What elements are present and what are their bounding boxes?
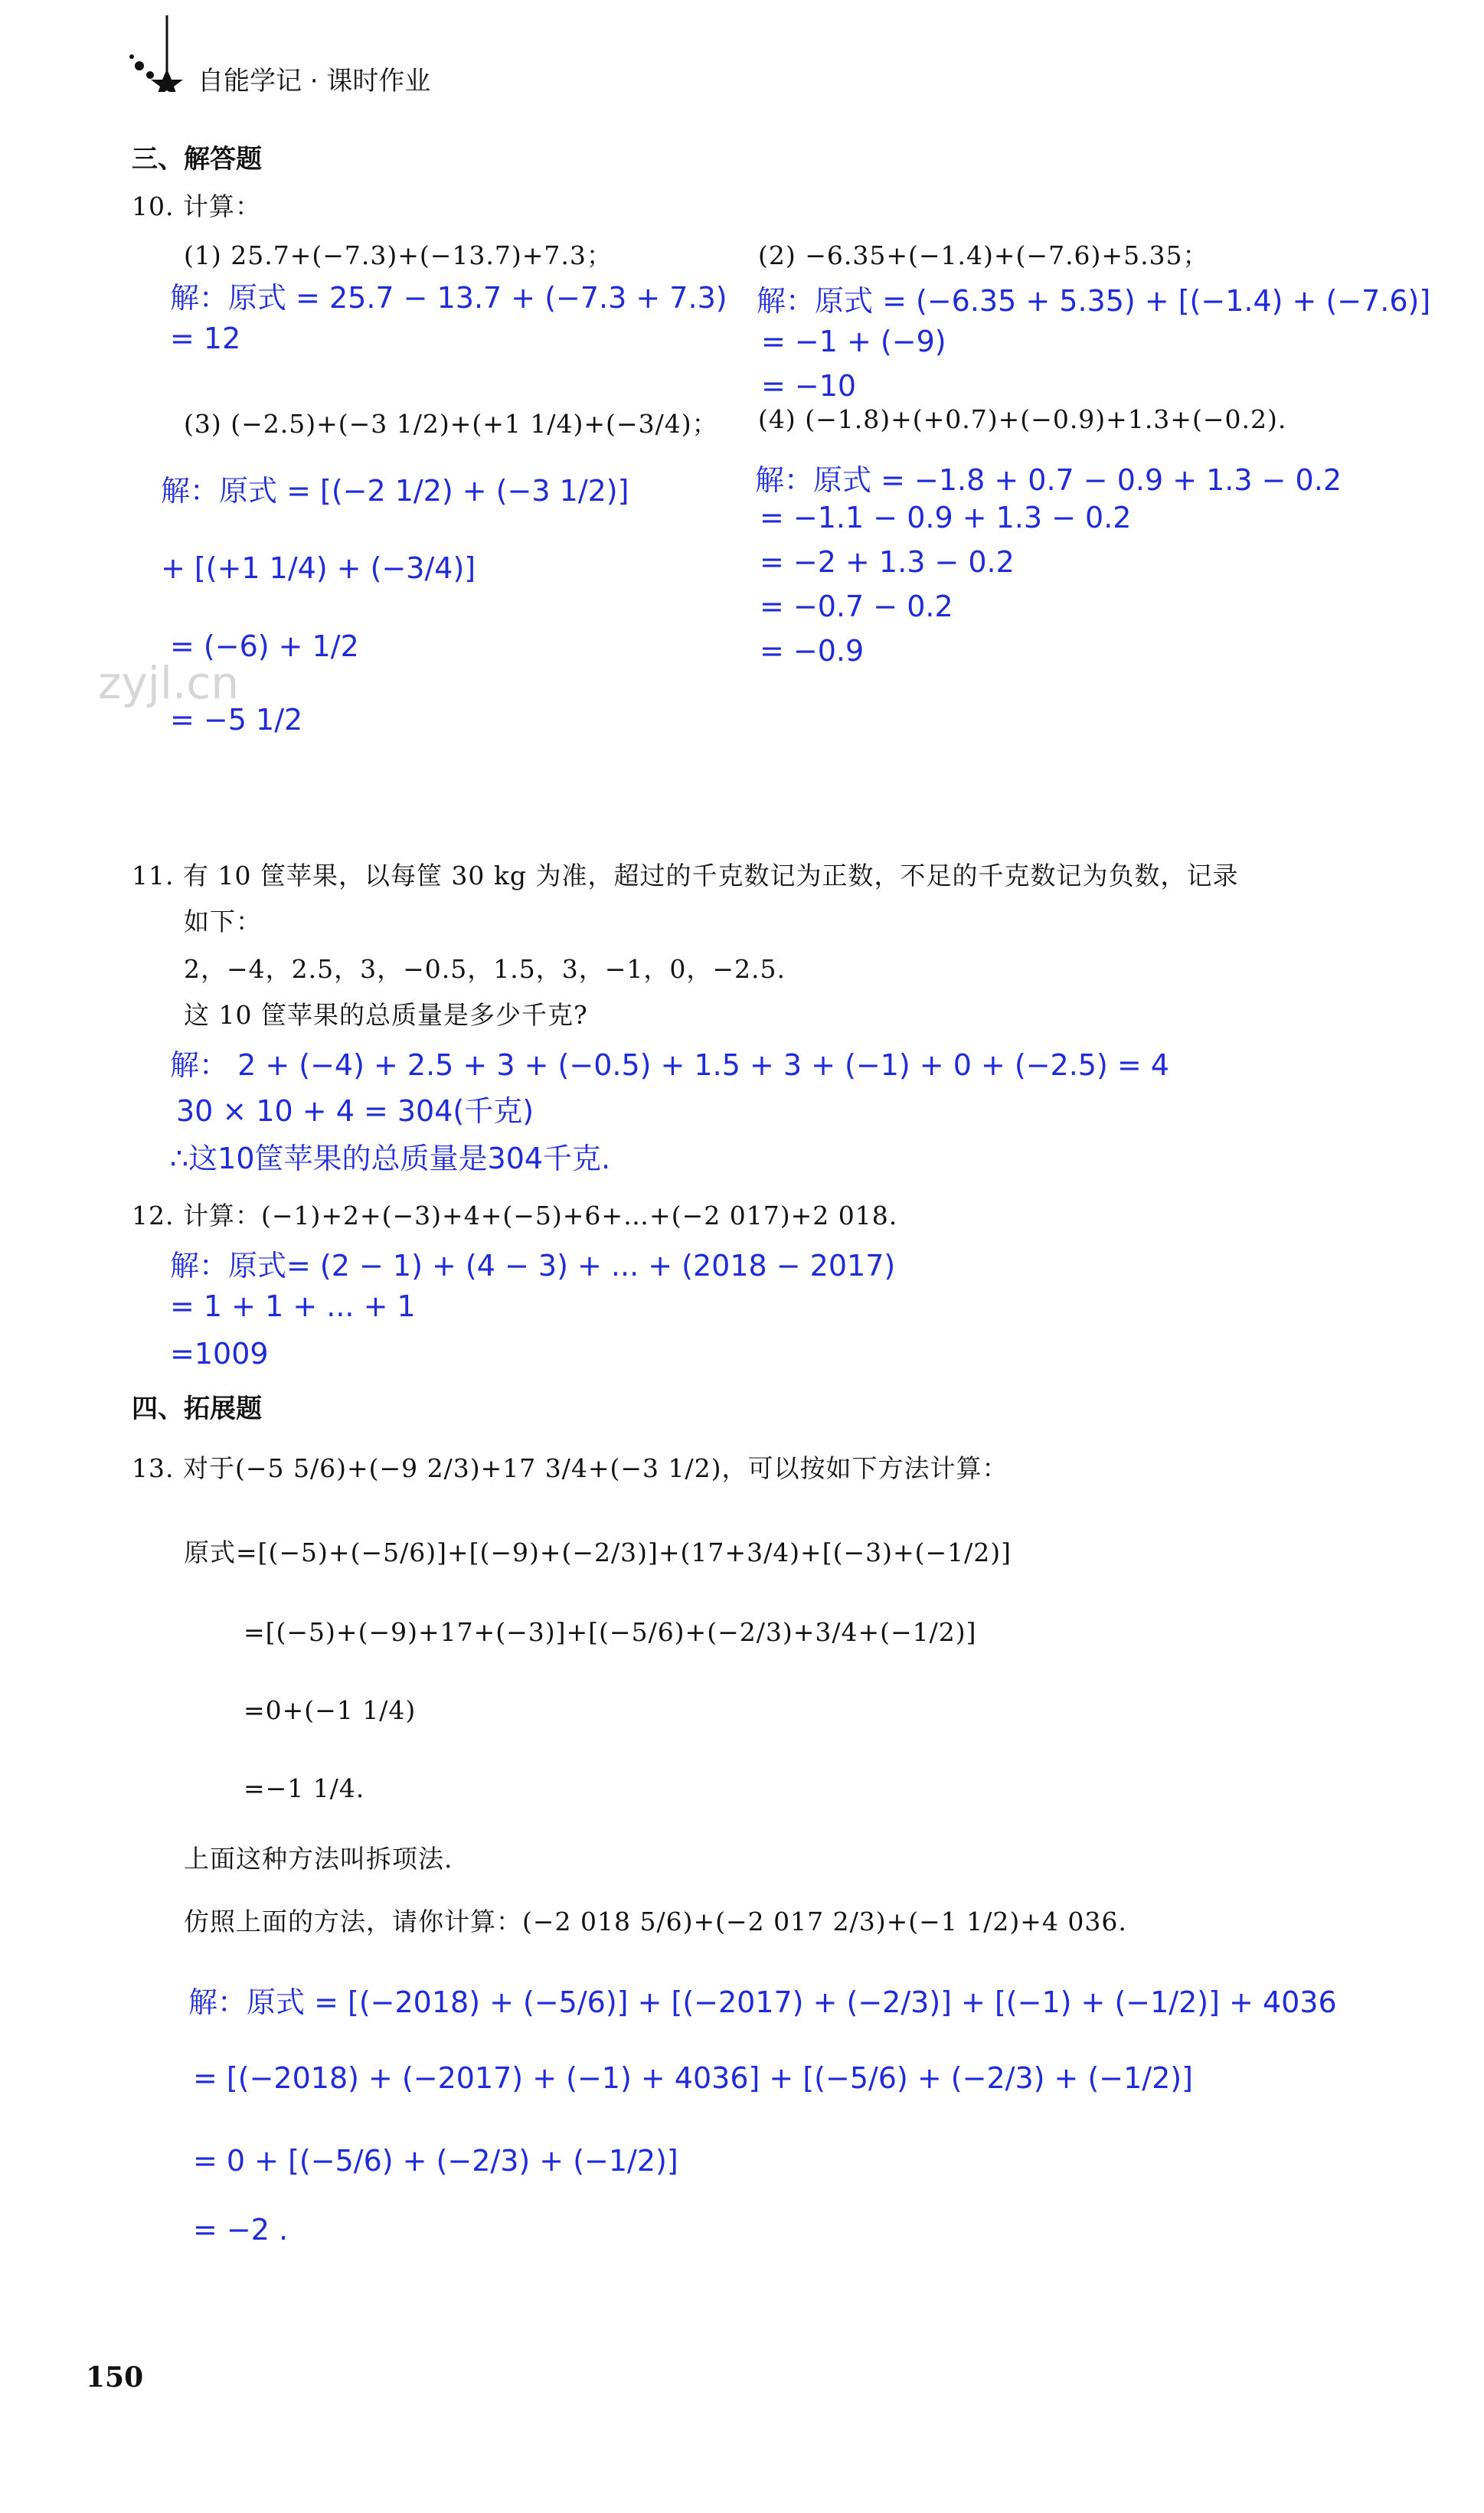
q11-answer-1: 解： 2 + (−4) + 2.5 + 3 + (−0.5) + 1.5 + 3 + (−1) + 0 + (−2.5) = 4	[170, 1048, 1169, 1082]
q13-example-3: =0+(−1 1/4)	[244, 1695, 417, 1725]
q10-p3-answer-4: = −5 1/2	[170, 703, 303, 737]
q10-p2-question: (2) −6.35+(−1.4)+(−7.6)+5.35；	[758, 240, 1209, 270]
q11-stem-line1: 11. 有 10 筐苹果，以每筐 30 kg 为准，超过的千克数记为正数，不足的千克数记为负数，记录	[132, 861, 1239, 890]
q13-example-1: 原式=[(−5)+(−5/6)]+[(−9)+(−2/3)]+(17+3/4)+[(−3)+(−1/2)]	[184, 1538, 1012, 1567]
star-icon	[123, 15, 191, 92]
page-number: 150	[86, 2361, 144, 2394]
q10-p1-question: (1) 25.7+(−7.3)+(−13.7)+7.3；	[184, 240, 613, 270]
q10-stem: 10. 计算：	[132, 191, 261, 221]
q13-method-note: 上面这种方法叫拆项法.	[184, 1844, 453, 1874]
q10-p4-question: (4) (−1.8)+(+0.7)+(−0.9)+1.3+(−0.2).	[758, 404, 1287, 434]
q10-p1-answer-1: 解：原式 = 25.7 − 13.7 + (−7.3 + 7.3)	[170, 281, 727, 315]
q12-answer-3: =1009	[170, 1337, 269, 1371]
header-decoration	[123, 15, 191, 92]
q11-stem-line2: 如下：	[184, 907, 262, 936]
q13-answer-4: = −2 .	[193, 2213, 289, 2247]
q13-answer-2: = [(−2018) + (−2017) + (−1) + 4036] + [(−5/6) + (−2/3) + (−1/2)]	[193, 2061, 1193, 2095]
q13-answer-3: = 0 + [(−5/6) + (−2/3) + (−1/2)]	[193, 2144, 678, 2178]
section-title-4: 四、拓展题	[132, 1394, 262, 1424]
q10-p4-answer-5: = −0.9	[760, 634, 865, 668]
q12-stem: 12. 计算：(−1)+2+(−3)+4+(−5)+6+…+(−2 017)+2 018.	[132, 1201, 898, 1230]
q12-answer-2: = 1 + 1 + ... + 1	[170, 1289, 416, 1323]
q11-ask: 这 10 筐苹果的总质量是多少千克?	[184, 1000, 588, 1030]
q10-p2-answer-1: 解：原式 = (−6.35 + 5.35) + [(−1.4) + (−7.6)]	[757, 284, 1431, 318]
q10-p3-answer-2: + [(+1 1/4) + (−3/4)]	[161, 551, 476, 585]
q10-p3-question: (3) (−2.5)+(−3 1/2)+(+1 1/4)+(−3/4)；	[184, 409, 718, 439]
q11-answer-3: ∴这10筐苹果的总质量是304千克.	[170, 1142, 611, 1175]
q11-data-line: 2，−4，2.5，3，−0.5，1.5，3，−1，0，−2.5.	[184, 954, 786, 984]
q10-p2-answer-3: = −10	[761, 369, 857, 403]
q10-p1-answer-2: = 12	[170, 322, 241, 355]
q13-stem: 13. 对于(−5 5/6)+(−9 2/3)+17 3/4+(−3 1/2)，可以按如下方法计算：	[132, 1453, 1008, 1483]
q11-answer-2: 30 × 10 + 4 = 304(千克)	[176, 1094, 534, 1128]
q10-p2-answer-2: = −1 + (−9)	[761, 325, 946, 358]
q10-p4-answer-3: = −2 + 1.3 − 0.2	[760, 545, 1015, 579]
q13-answer-1: 解：原式 = [(−2018) + (−5/6)] + [(−2017) + (−2/3)] + [(−1) + (−1/2)] + 4036	[188, 1985, 1337, 2019]
q10-p4-answer-4: = −0.7 − 0.2	[760, 590, 953, 623]
q13-task: 仿照上面的方法，请你计算：(−2 018 5/6)+(−2 017 2/3)+(−1 1/2)+4 036.	[184, 1907, 1127, 1936]
watermark: zyjl.cn	[98, 657, 240, 709]
q12-answer-1: 解：原式= (2 − 1) + (4 − 3) + ... + (2018 − 2017)	[170, 1249, 896, 1283]
q10-p3-answer-3: = (−6) + 1/2	[170, 629, 359, 663]
q10-p3-answer-1: 解：原式 = [(−2 1/2) + (−3 1/2)]	[161, 474, 629, 508]
q13-example-2: =[(−5)+(−9)+17+(−3)]+[(−5/6)+(−2/3)+3/4+(−1/2)]	[244, 1617, 977, 1647]
q13-example-4: =−1 1/4.	[244, 1773, 365, 1803]
q10-p4-answer-1: 解：原式 = −1.8 + 0.7 − 0.9 + 1.3 − 0.2	[755, 463, 1342, 497]
q10-p4-answer-2: = −1.1 − 0.9 + 1.3 − 0.2	[760, 501, 1132, 534]
header-title: 自能学记 · 课时作业	[198, 66, 431, 96]
section-title-3: 三、解答题	[132, 144, 262, 175]
